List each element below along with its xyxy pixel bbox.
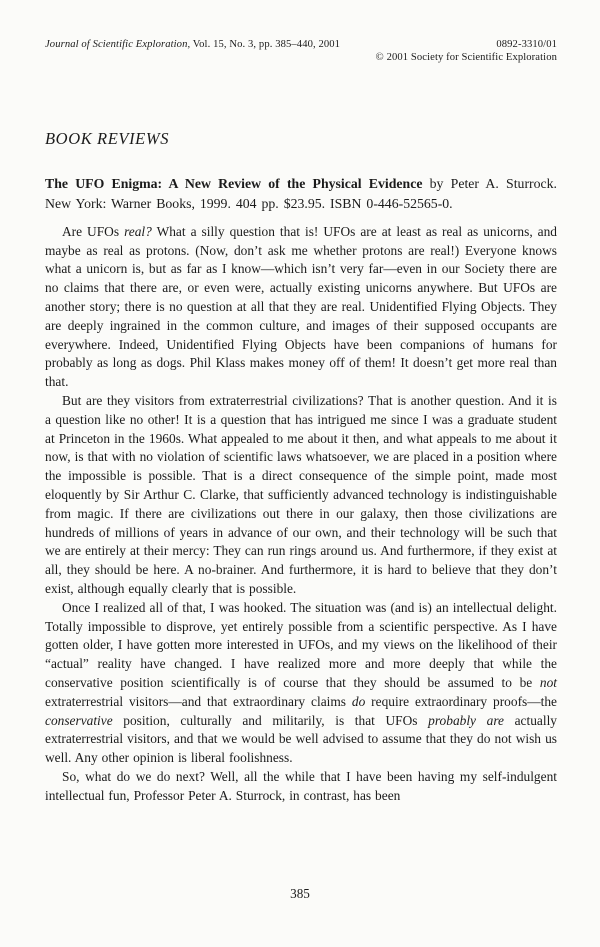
paragraph-4: So, what do we do next? Well, all the while that I have been having my self-indulgent intellectual fun, Professor Peter A. Sturrock, in contrast, has been	[45, 768, 557, 803]
issn-copyright-block	[376, 38, 557, 64]
paragraph-3: Once I realized all of that, I was hooked. The situation was (and is) an intellectual delight. Totally impossible to disprove, yet entirely possible from a scientific perspective. As I have gotten older, I have gotten more interested in UFOs, and my views on the likelihood of their “actual” reality have changed. I have realized more and more deeply that while the conservative position scientifically is of course that they should be assumed to be not extraterrestrial visitors—and that extraordinary claims do require extraordinary proofs—the conservative position, culturally and militarily, is that UFOs probably are actually extraterrestrial visitors, and that we would be well advised to assume that they do not wish us well. Any other opinion is liberal foolishness.	[45, 599, 557, 766]
copyright-line: © 2001 Society for Scientific Exploration	[375, 52, 557, 63]
paragraph-1: Are UFOs real? What a silly question that is! UFOs are at least as real as unicorns, and maybe as real as protons. (Now, don’t ask me whether protons are real!) Everyone knows what a unicorn is, but as far as I know—which isn’t very far—even in our Society there are no claims that there are, or even were, actually existing unicorns anywhere. But UFOs are another story; there is no question at all that they are real. Unidentified Flying Objects. They are deeply ingrained in the common culture, and images of their supposed occupants are everywhere. Indeed, Unidentified Flying Objects have been companions of humans for probably as long as dogs. Phil Klass makes money off of them! It doesn’t get more real than that.	[45, 223, 557, 390]
running-header	[45, 38, 557, 64]
section-title: BOOK REVIEWS	[45, 129, 170, 148]
book-citation: The UFO Enigma: A New Review of the Physical Evidence by Peter A. Sturrock. New York: Warner Books, 1999. 404 pp. $23.95. ISBN 0-446-52565-0.	[45, 176, 558, 212]
journal-citation-line	[45, 38, 340, 51]
journal-name: Journal of Scientific Exploration,	[45, 39, 191, 50]
issn-line: 0892-3310/01	[496, 39, 557, 50]
page-number: 385	[290, 886, 310, 901]
review-body	[45, 223, 557, 806]
journal-volume-info: Vol. 15, No. 3, pp. 385–440, 2001	[190, 39, 341, 50]
paragraph-2: But are they visitors from extraterrestrial civilizations? That is another question. And it is a question like no other! It is a question that has intrigued me since I was a graduate student at Princeton in the 1960s. What appealed to me about it then, and what appeals to me about it now, is that with no violation of scientific laws whatsoever, we are placed in a position where the impossible is possible. That is a direct consequence of the simple point, made most eloquently by Sir Arthur C. Clarke, that sufficiently advanced technology is indistinguishable from magic. If there are civilizations out there in our galaxy, then those civilizations are hundreds of millions of years in advance of our own, and their technology will be such that we are entirely at their mercy: They can run rings around us. And furthermore, if they exist at all, they should be here. A no-brainer. And furthermore, it is hard to believe that they don’t exist, although equally clearly that is possible.	[45, 392, 557, 596]
